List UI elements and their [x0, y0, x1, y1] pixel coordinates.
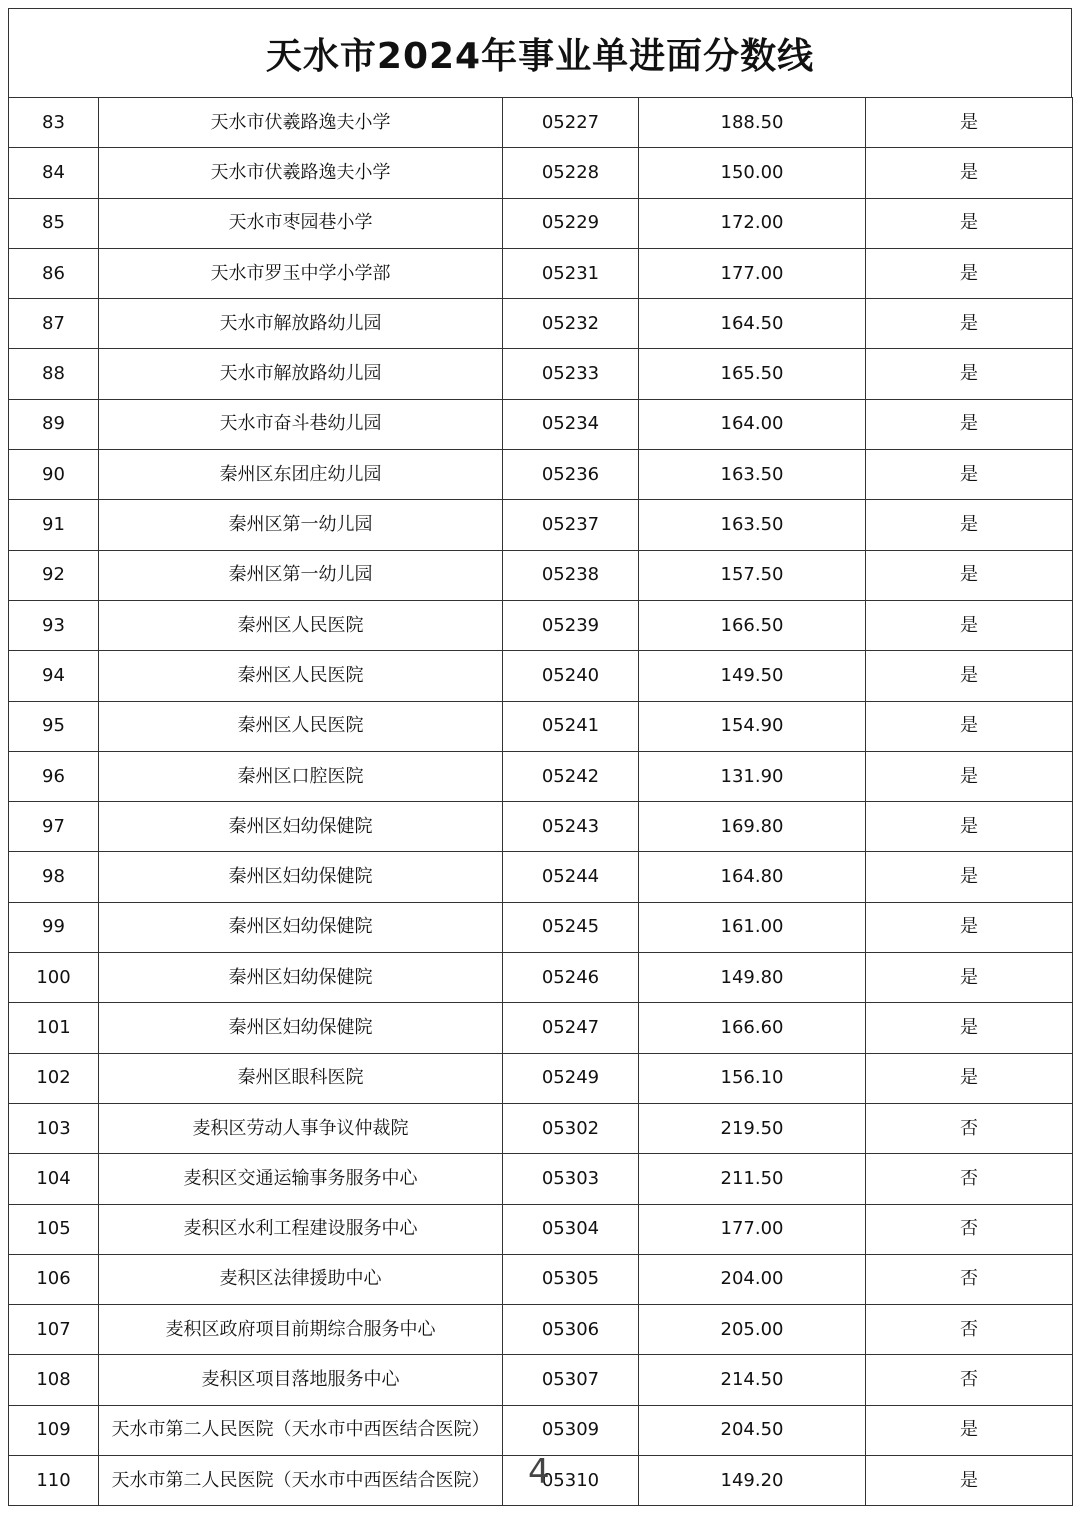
- unit-name-cell: 天水市第二人民医院（天水市中西医结合医院）: [99, 1456, 503, 1506]
- position-code-cell: 05227: [503, 98, 639, 148]
- table-row: [9, 450, 1073, 500]
- table-row: [9, 1103, 1073, 1153]
- score-cell: 161.00: [639, 902, 866, 952]
- unit-name-cell: 天水市枣园巷小学: [99, 198, 503, 248]
- row-index-cell: 86: [9, 248, 99, 298]
- table-row: [9, 852, 1073, 902]
- flag-cell: 否: [866, 1204, 1073, 1254]
- table-row: [9, 1405, 1073, 1455]
- position-code-cell: 05247: [503, 1003, 639, 1053]
- row-index-cell: 109: [9, 1405, 99, 1455]
- row-index-cell: 92: [9, 550, 99, 600]
- position-code-cell: 05233: [503, 349, 639, 399]
- row-index-cell: 83: [9, 98, 99, 148]
- score-cell: 149.80: [639, 953, 866, 1003]
- flag-cell: 是: [866, 751, 1073, 801]
- unit-name-cell: 天水市罗玉中学小学部: [99, 248, 503, 298]
- flag-cell: 是: [866, 651, 1073, 701]
- unit-name-cell: 秦州区人民医院: [99, 651, 503, 701]
- table-row: [9, 802, 1073, 852]
- unit-name-cell: 天水市伏羲路逸夫小学: [99, 98, 503, 148]
- table-row: [9, 701, 1073, 751]
- row-index-cell: 100: [9, 953, 99, 1003]
- score-cell: 149.20: [639, 1456, 866, 1506]
- position-code-cell: 05238: [503, 550, 639, 600]
- score-cell: 163.50: [639, 450, 866, 500]
- unit-name-cell: 麦积区政府项目前期综合服务中心: [99, 1305, 503, 1355]
- unit-name-cell: 麦积区水利工程建设服务中心: [99, 1204, 503, 1254]
- score-cell: 163.50: [639, 500, 866, 550]
- position-code-cell: 05302: [503, 1103, 639, 1153]
- score-cell: 165.50: [639, 349, 866, 399]
- table-row: [9, 953, 1073, 1003]
- row-index-cell: 99: [9, 902, 99, 952]
- position-code-cell: 05305: [503, 1254, 639, 1304]
- score-cell: 149.50: [639, 651, 866, 701]
- table-row: [9, 751, 1073, 801]
- table-row: [9, 399, 1073, 449]
- row-index-cell: 96: [9, 751, 99, 801]
- score-cell: 188.50: [639, 98, 866, 148]
- flag-cell: 是: [866, 248, 1073, 298]
- unit-name-cell: 秦州区妇幼保健院: [99, 852, 503, 902]
- score-cell: 154.90: [639, 701, 866, 751]
- flag-cell: 是: [866, 600, 1073, 650]
- score-cell: 150.00: [639, 148, 866, 198]
- score-cell: 164.80: [639, 852, 866, 902]
- row-index-cell: 88: [9, 349, 99, 399]
- unit-name-cell: 天水市解放路幼儿园: [99, 299, 503, 349]
- unit-name-cell: 秦州区东团庄幼儿园: [99, 450, 503, 500]
- row-index-cell: 108: [9, 1355, 99, 1405]
- row-index-cell: 98: [9, 852, 99, 902]
- unit-name-cell: 秦州区妇幼保健院: [99, 802, 503, 852]
- unit-name-cell: 天水市第二人民医院（天水市中西医结合医院）: [99, 1405, 503, 1455]
- unit-name-cell: 秦州区第一幼儿园: [99, 550, 503, 600]
- title-bar: [8, 8, 1072, 98]
- table-row: [9, 651, 1073, 701]
- unit-name-cell: 麦积区项目落地服务中心: [99, 1355, 503, 1405]
- score-cell: 164.00: [639, 399, 866, 449]
- unit-name-cell: 天水市奋斗巷幼儿园: [99, 399, 503, 449]
- row-index-cell: 107: [9, 1305, 99, 1355]
- row-index-cell: 93: [9, 600, 99, 650]
- table-row: [9, 902, 1073, 952]
- table-row: [9, 349, 1073, 399]
- score-cell: 131.90: [639, 751, 866, 801]
- position-code-cell: 05240: [503, 651, 639, 701]
- row-index-cell: 94: [9, 651, 99, 701]
- unit-name-cell: 秦州区眼科医院: [99, 1053, 503, 1103]
- flag-cell: 是: [866, 399, 1073, 449]
- position-code-cell: 05303: [503, 1154, 639, 1204]
- position-code-cell: 05249: [503, 1053, 639, 1103]
- table-row: [9, 1154, 1073, 1204]
- table-row: [9, 500, 1073, 550]
- row-index-cell: 97: [9, 802, 99, 852]
- table-row: [9, 198, 1073, 248]
- position-code-cell: 05245: [503, 902, 639, 952]
- position-code-cell: 05232: [503, 299, 639, 349]
- table-row: [9, 248, 1073, 298]
- flag-cell: 是: [866, 1003, 1073, 1053]
- position-code-cell: 05307: [503, 1355, 639, 1405]
- unit-name-cell: 秦州区妇幼保健院: [99, 1003, 503, 1053]
- flag-cell: 是: [866, 953, 1073, 1003]
- flag-cell: 否: [866, 1154, 1073, 1204]
- flag-cell: 是: [866, 1053, 1073, 1103]
- score-cell: 204.50: [639, 1405, 866, 1455]
- flag-cell: 是: [866, 500, 1073, 550]
- row-index-cell: 106: [9, 1254, 99, 1304]
- row-index-cell: 101: [9, 1003, 99, 1053]
- table-row: [9, 1053, 1073, 1103]
- flag-cell: 是: [866, 299, 1073, 349]
- row-index-cell: 87: [9, 299, 99, 349]
- score-cell: 166.60: [639, 1003, 866, 1053]
- flag-cell: 是: [866, 450, 1073, 500]
- table-row: [9, 1254, 1073, 1304]
- row-index-cell: 110: [9, 1456, 99, 1506]
- score-cell: 204.00: [639, 1254, 866, 1304]
- position-code-cell: 05309: [503, 1405, 639, 1455]
- unit-name-cell: 天水市伏羲路逸夫小学: [99, 148, 503, 198]
- unit-name-cell: 天水市解放路幼儿园: [99, 349, 503, 399]
- unit-name-cell: 秦州区人民医院: [99, 600, 503, 650]
- table-row: [9, 1003, 1073, 1053]
- unit-name-cell: 秦州区妇幼保健院: [99, 953, 503, 1003]
- position-code-cell: 05246: [503, 953, 639, 1003]
- page-number: 4: [528, 1452, 550, 1492]
- score-cell: 177.00: [639, 1204, 866, 1254]
- position-code-cell: 05229: [503, 198, 639, 248]
- flag-cell: 是: [866, 1405, 1073, 1455]
- table-row: [9, 600, 1073, 650]
- score-cell: 219.50: [639, 1103, 866, 1153]
- position-code-cell: 05306: [503, 1305, 639, 1355]
- row-index-cell: 95: [9, 701, 99, 751]
- row-index-cell: 104: [9, 1154, 99, 1204]
- flag-cell: 是: [866, 550, 1073, 600]
- position-code-cell: 05228: [503, 148, 639, 198]
- row-index-cell: 103: [9, 1103, 99, 1153]
- flag-cell: 否: [866, 1305, 1073, 1355]
- score-cell: 211.50: [639, 1154, 866, 1204]
- position-code-cell: 05237: [503, 500, 639, 550]
- row-index-cell: 85: [9, 198, 99, 248]
- unit-name-cell: 秦州区人民医院: [99, 701, 503, 751]
- flag-cell: 是: [866, 198, 1073, 248]
- unit-name-cell: 麦积区劳动人事争议仲裁院: [99, 1103, 503, 1153]
- position-code-cell: 05234: [503, 399, 639, 449]
- position-code-cell: 05243: [503, 802, 639, 852]
- flag-cell: 否: [866, 1103, 1073, 1153]
- table-row: [9, 1204, 1073, 1254]
- table-row: [9, 148, 1073, 198]
- flag-cell: 否: [866, 1355, 1073, 1405]
- row-index-cell: 89: [9, 399, 99, 449]
- row-index-cell: 90: [9, 450, 99, 500]
- flag-cell: 是: [866, 148, 1073, 198]
- flag-cell: 是: [866, 852, 1073, 902]
- score-sheet: [8, 8, 1072, 1508]
- flag-cell: 是: [866, 701, 1073, 751]
- flag-cell: 是: [866, 349, 1073, 399]
- score-cell: 205.00: [639, 1305, 866, 1355]
- flag-cell: 是: [866, 902, 1073, 952]
- position-code-cell: 05231: [503, 248, 639, 298]
- score-cell: 166.50: [639, 600, 866, 650]
- position-code-cell: 05244: [503, 852, 639, 902]
- row-index-cell: 102: [9, 1053, 99, 1103]
- position-code-cell: 05236: [503, 450, 639, 500]
- row-index-cell: 84: [9, 148, 99, 198]
- flag-cell: 是: [866, 98, 1073, 148]
- flag-cell: 否: [866, 1254, 1073, 1304]
- score-cell: 214.50: [639, 1355, 866, 1405]
- score-cell: 172.00: [639, 198, 866, 248]
- table-row: [9, 550, 1073, 600]
- unit-name-cell: 麦积区交通运输事务服务中心: [99, 1154, 503, 1204]
- table-row: [9, 1355, 1073, 1405]
- unit-name-cell: 麦积区法律援助中心: [99, 1254, 503, 1304]
- flag-cell: 是: [866, 1456, 1073, 1506]
- unit-name-cell: 秦州区第一幼儿园: [99, 500, 503, 550]
- score-cell: 157.50: [639, 550, 866, 600]
- flag-cell: 是: [866, 802, 1073, 852]
- row-index-cell: 105: [9, 1204, 99, 1254]
- position-code-cell: 05304: [503, 1204, 639, 1254]
- table-row: [9, 299, 1073, 349]
- score-cell: 164.50: [639, 299, 866, 349]
- position-code-cell: 05242: [503, 751, 639, 801]
- score-cell: 169.80: [639, 802, 866, 852]
- unit-name-cell: 秦州区口腔医院: [99, 751, 503, 801]
- table-row: [9, 1305, 1073, 1355]
- score-table-body: [9, 98, 1073, 1506]
- score-table: [8, 97, 1073, 1506]
- row-index-cell: 91: [9, 500, 99, 550]
- score-cell: 177.00: [639, 248, 866, 298]
- position-code-cell: 05239: [503, 600, 639, 650]
- page-title: 天水市2024年事业单进面分数线: [265, 35, 815, 77]
- unit-name-cell: 秦州区妇幼保健院: [99, 902, 503, 952]
- table-row: [9, 98, 1073, 148]
- position-code-cell: 05241: [503, 701, 639, 751]
- position-code-cell: 05310: [503, 1456, 639, 1506]
- score-cell: 156.10: [639, 1053, 866, 1103]
